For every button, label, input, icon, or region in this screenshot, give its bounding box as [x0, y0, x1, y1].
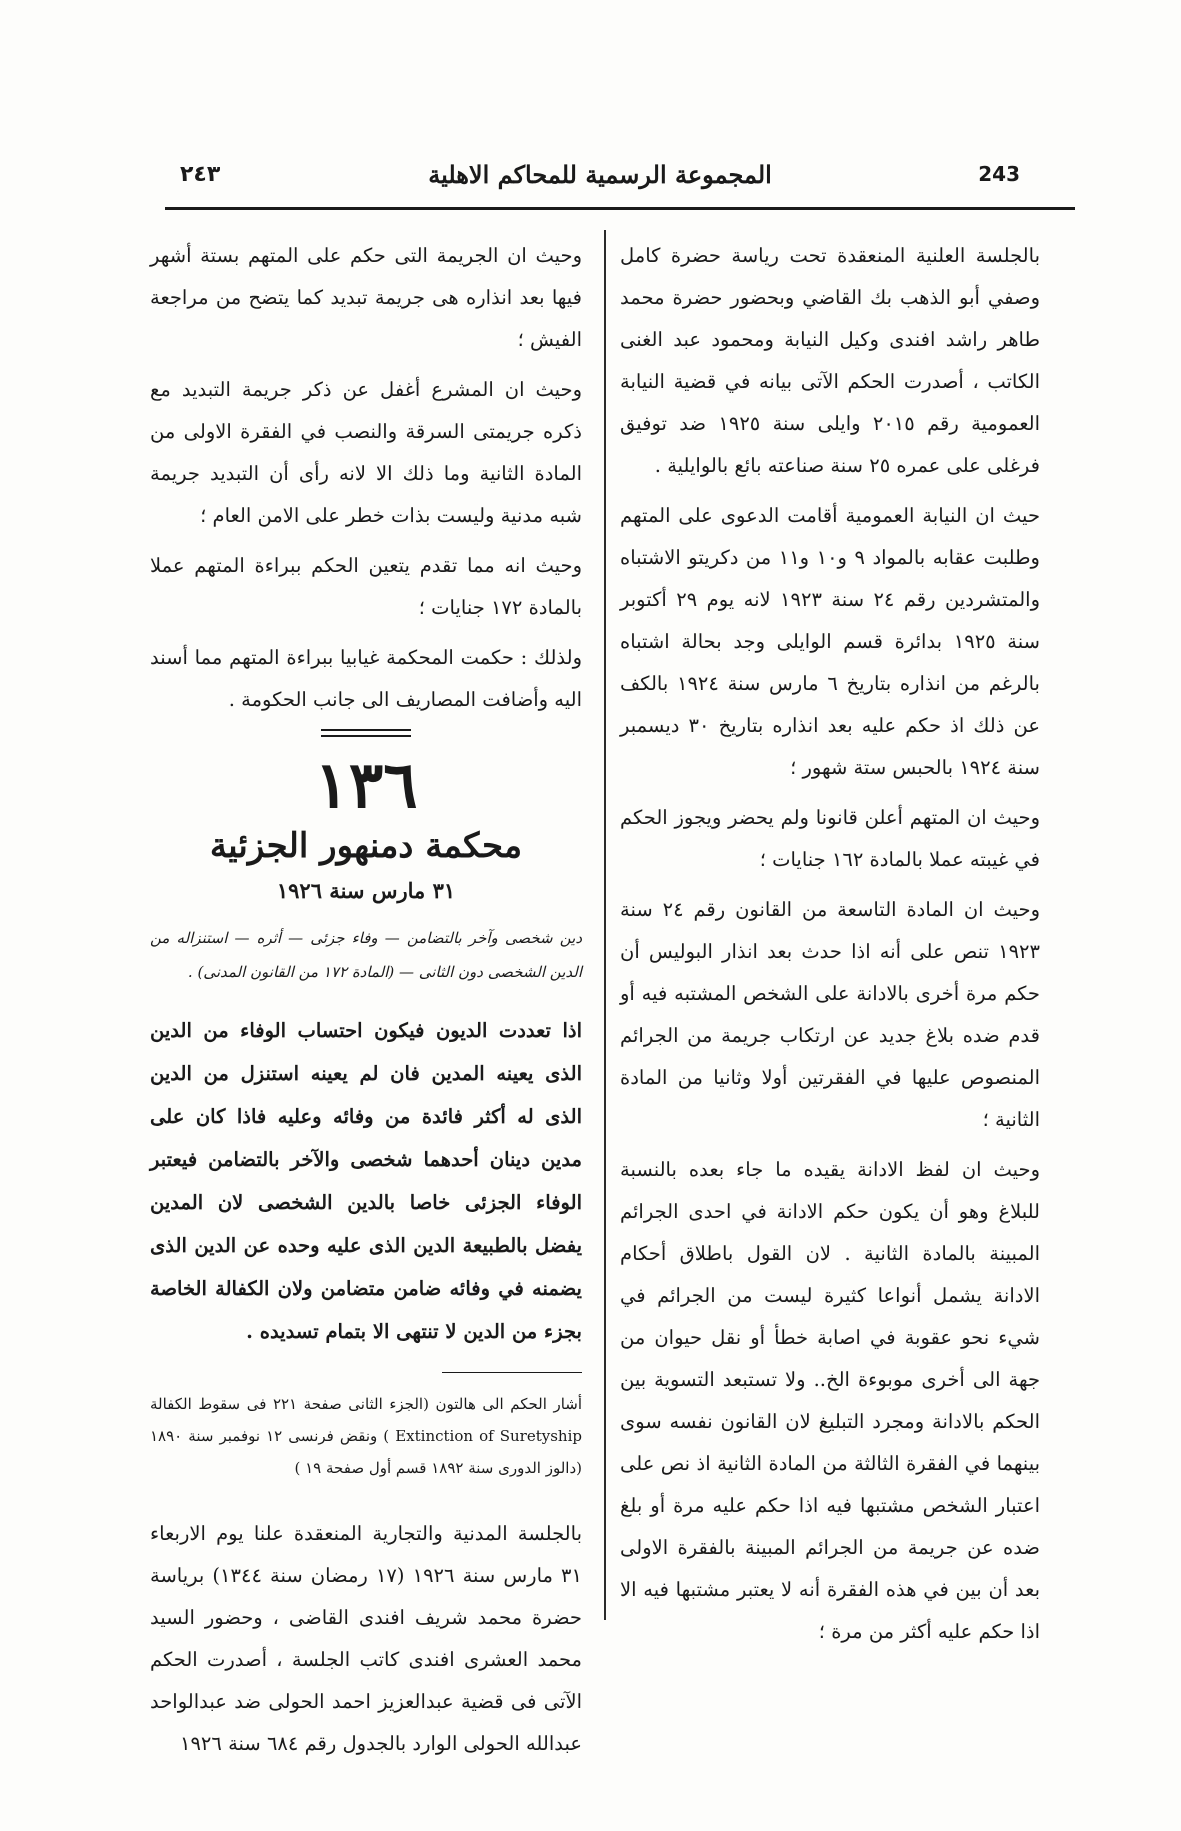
column-divider	[604, 230, 606, 1620]
acquittal-reason-paragraph: وحيث انه مما تقدم يتعين الحكم ببراءة المتهم عملا بالمادة ١٧٢ جنايات ؛	[150, 554, 582, 619]
article-nine-paragraph: وحيث ان المادة التاسعة من القانون رقم ٢٤ سنة ١٩٢٣ تنص على أنه اذا حدث بعد انذار البوليس أن حكم مرة أخرى بالادانة على الشخص المشتبه فيه أو قدم ضده بلاغ جديد عن ارتكاب جريمة من الجرائم المنصوص عليها في الفقرتين أولا وثانيا من المادة الثانية ؛	[620, 898, 1040, 1131]
section-rule	[321, 735, 411, 737]
case-keywords: دين شخصى وآخر بالتضامن — وفاء جزئى — أثره — استنزاله من الدين الشخصى دون الثانى — (المادة ١٧٢ من القانون المدنى) .	[150, 929, 582, 981]
judgment-date: ٣١ مارس سنة ١٩٢٦	[276, 878, 456, 903]
left-column	[150, 235, 582, 1773]
conviction-term-paragraph: وحيث ان لفظ الادانة يقيده ما جاء بعده بالنسبة للبلاغ وهو أن يكون حكم الادانة في احدى الجرائم المبينة بالمادة الثانية . لان القول باطلاق أحكام الادانة يشمل أنواعا كثيرة ليست من الجرائم في شيء نحو عقوبة في اصابة خطأ أو نقل حيوان من جهة الى أخرى موبوءة الخ.. ولا تستبعد التسوية بين الحكم بالادانة ومجرد التبليغ لان القانون نفسه سوى بينهما في الفقرة الثالثة من المادة الثانية اذ نص على اعتبار الشخص مشتبها فيه اذا حكم عليه مرة أو بلغ ضده عن جريمة من الجرائم المبينة بالفقرة الاولى بعد أن بين في هذه الفقرة أنه لا يعتبر مشتبها فيه الا اذا حكم عليه أكثر من مرة ؛	[620, 1158, 1040, 1643]
reference-note-part2: ) ونقض فرنسى ١٢ نوفمبر سنة ١٨٩٠ (دالوز الدورى سنة ١٨٩٢ قسم أول صفحة ١٩ )	[150, 1427, 582, 1477]
reference-note-part1: أشار الحكم الى هالتون (الجزء الثانى صفحة ٢٢١ فى سقوط الكفالة	[150, 1395, 583, 1413]
page-header	[160, 160, 1040, 200]
reference-note	[150, 1388, 582, 1484]
header-rule	[165, 207, 1075, 210]
verdict-paragraph: ولذلك : حكمت المحكمة غيابيا ببراءة المتهم مما أسند اليه وأضافت المصاريف الى جانب الحكومة .	[150, 646, 582, 711]
right-column	[620, 235, 1040, 1661]
section-rule	[321, 729, 411, 731]
publication-title: المجموعة الرسمية للمحاكم الاهلية	[428, 160, 772, 189]
absentia-paragraph: وحيث ان المتهم أعلن قانونا ولم يحضر ويجوز الحكم في غيبته عملا بالمادة ١٦٢ جنايات ؛	[620, 806, 1040, 871]
case-number: ١٣٦	[314, 748, 418, 823]
embezzlement-paragraph: وحيث ان الجريمة التى حكم على المتهم بستة أشهر فيها بعد انذاره هى جريمة تبديد كما يتضح من مراجعة الفيش ؛	[150, 244, 582, 351]
page-number-latin: 243	[978, 162, 1020, 186]
page-number-arabic: ٢٤٣	[180, 162, 221, 187]
reference-note-english: Extinction of Suretyship	[395, 1427, 582, 1445]
court-name: محكمة دمنهور الجزئية	[209, 826, 523, 866]
legislator-paragraph: وحيث ان المشرع أغفل عن ذكر جريمة التبديد مع ذكره جريمتى السرقة والنصب في الفقرة الاولى من المادة الثانية وما ذلك الا لانه رأى أن التبديد جريمة شبه مدنية وليست بذات خطر على الامن العام ؛	[150, 378, 582, 527]
legal-principle: اذا تعددت الديون فيكون احتساب الوفاء من الدين الذى يعينه المدين فان لم يعينه استنزل من الدين الذى له أكثر فائدة من وفائه وعليه فاذا كان على مدين دينان أحدهما شخصى والآخر بالتضامن فيعتبر الوفاء الجزئى خاصا بالدين الشخصى لان المدين يفضل بالطبيعة الدين الذى عليه وحده عن الدين الذى يضمنه في وفائه ضامن متضامن ولان الكفالة الخاصة بجزء من الدين لا تنتهى الا بتمام تسديده .	[150, 1018, 582, 1343]
footnote-rule	[442, 1372, 582, 1373]
session-paragraph: بالجلسة العلنية المنعقدة تحت رياسة حضرة كامل وصفي أبو الذهب بك القاضي وبحضور حضرة محمد طاهر راشد افندى وكيل النيابة ومحمود عبد الغنى الكاتب ، أصدرت الحكم الآتى بيانه في قضية النيابة العمومية رقم ٢٠١٥ وايلى سنة ١٩٢٥ ضد توفيق فرغلى على عمره ٢٥ سنة صناعته بائع بالوايلية .	[620, 244, 1040, 477]
civil-session-paragraph: بالجلسة المدنية والتجارية المنعقدة علنا يوم الاربعاء ٣١ مارس سنة ١٩٢٦ (١٧ رمضان سنة ١٣٤٤) برياسة حضرة محمد شريف افندى القاضى ، وحضور السيد محمد العشرى افندى كاتب الجلسة ، أصدرت الحكم الآتى فى قضية عبدالعزيز احمد الحولى ضد عبدالواحد عبدالله الحولى الوارد بالجدول رقم ٦٨٤ سنة ١٩٢٦	[150, 1522, 582, 1755]
charge-paragraph: حيث ان النيابة العمومية أقامت الدعوى على المتهم وطلبت عقابه بالمواد ٩ و١٠ و١١ من دكريتو الاشتباه والمتشردين رقم ٢٤ سنة ١٩٢٣ لانه يوم ٢٩ أكتوبر سنة ١٩٢٥ بدائرة قسم الوايلى وجد بحالة اشتباه بالرغم من انذاره بتاريخ ٦ مارس سنة ١٩٢٤ بالكف عن ذلك اذ حكم عليه بعد انذاره بتاريخ ٣٠ ديسمبر سنة ١٩٢٤ بالحبس ستة شهور ؛	[620, 504, 1040, 779]
